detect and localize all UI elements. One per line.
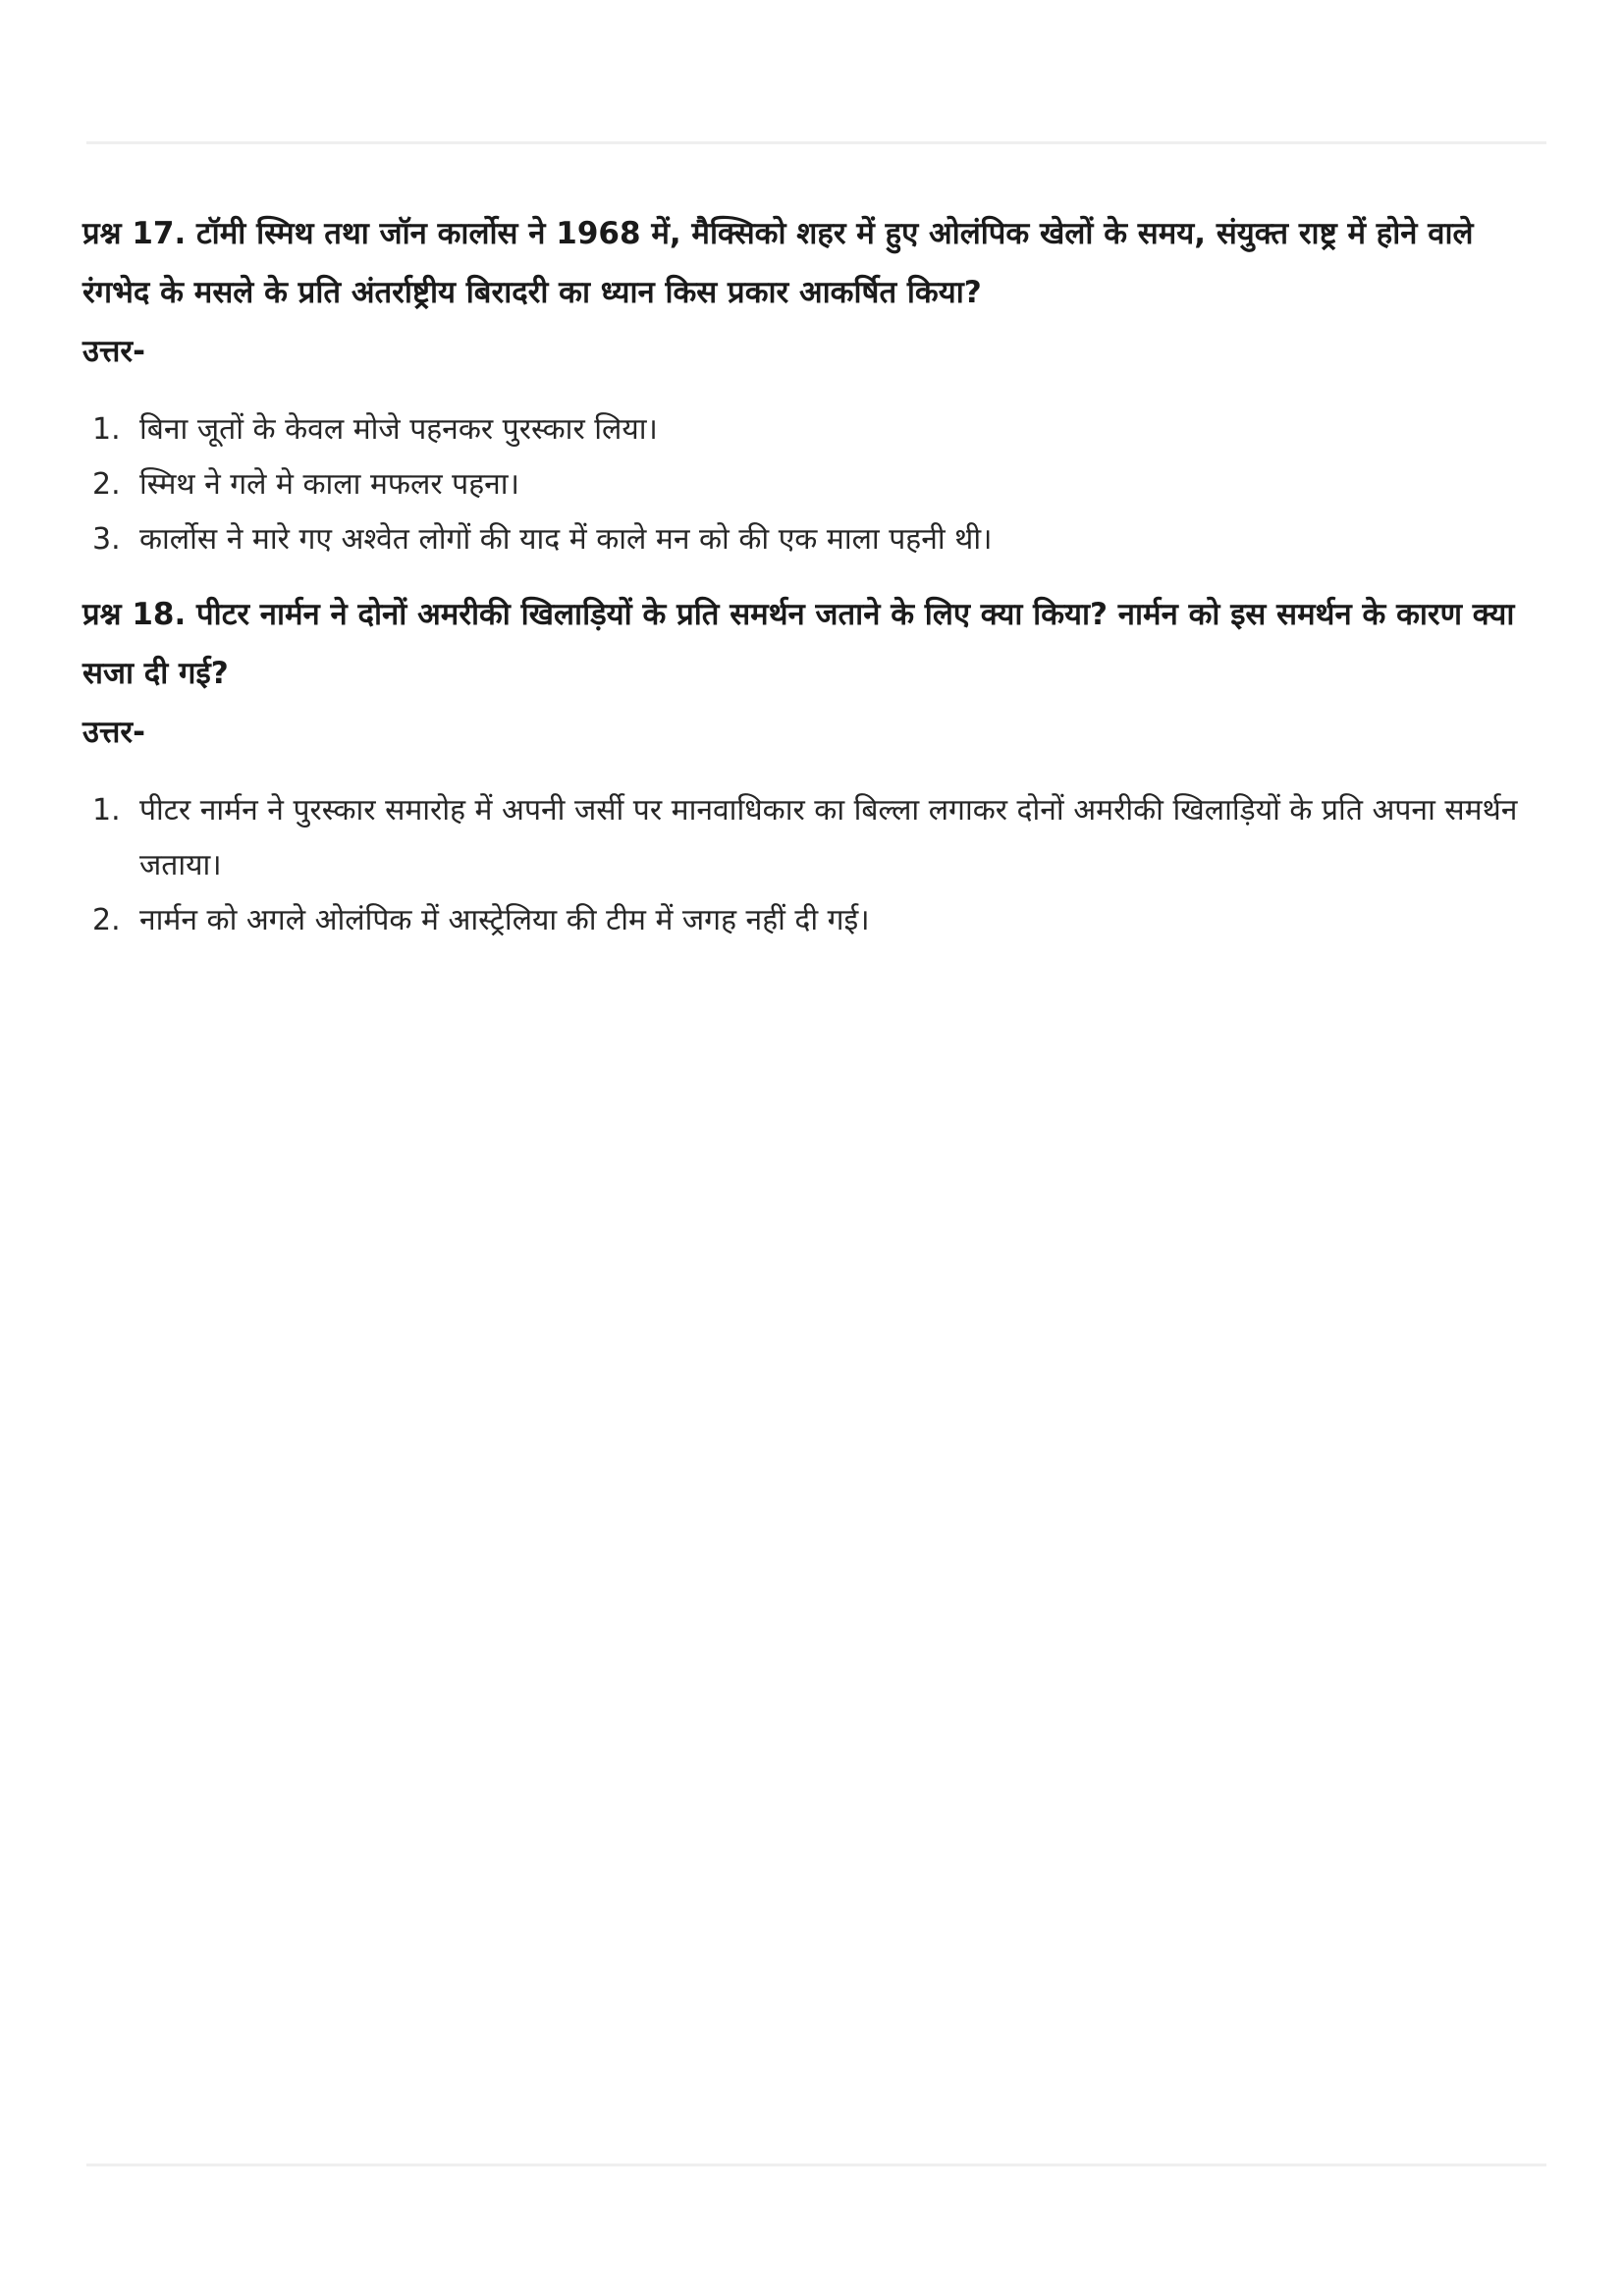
answer-list-17 xyxy=(82,402,1545,567)
list-item-number: 1. xyxy=(92,793,121,828)
question-block-17 xyxy=(82,204,1545,567)
list-item xyxy=(82,512,1545,567)
list-item xyxy=(82,893,1545,948)
list-item xyxy=(82,457,1545,512)
answer-label: उत्तर- xyxy=(82,715,145,750)
list-item-text: बिना जूतों के केवल मोजे पहनकर पुरस्कार लिया। xyxy=(139,412,658,447)
list-item-number: 2. xyxy=(92,467,121,502)
list-item-number: 1. xyxy=(92,412,121,447)
list-item xyxy=(82,783,1545,893)
question-block-18 xyxy=(82,585,1545,948)
top-divider xyxy=(86,141,1546,144)
list-item xyxy=(82,402,1545,457)
answer-label: उत्तर- xyxy=(82,334,145,369)
document-body xyxy=(82,204,1545,948)
answer-list-18 xyxy=(82,783,1545,948)
list-item-text: पीटर नार्मन ने पुरस्कार समारोह में अपनी जर्सी पर मानवाधिकार का बिल्ला लगाकर दोनों अमरीकी खिलाड़ियों के प्रति अपना समर्थन जताया। xyxy=(139,793,1518,882)
bottom-divider xyxy=(86,2163,1546,2166)
list-item-text: स्मिथ ने गले मे काला मफलर पहना। xyxy=(139,467,519,502)
question-17-text: प्रश्न 17. टॉमी स्मिथ तथा जॉन कार्लोस ने 1968 में, मैक्सिको शहर में हुए ओलंपिक खेलों के समय, संयुक्त राष्ट्र में होने वाले रंगभेद के मसले के प्रति अंतर्राष्ट्रीय बिरादरी का ध्यान किस प्रकार आकर्षित किया? xyxy=(82,216,1474,310)
list-item-text: नार्मन को अगले ओलंपिक में आस्ट्रेलिया की टीम में जगह नहीं दी गई। xyxy=(139,903,870,937)
list-item-number: 2. xyxy=(92,903,121,937)
question-18-text: प्रश्न 18. पीटर नार्मन ने दोनों अमरीकी खिलाड़ियों के प्रति समर्थन जताने के लिए क्या किया? नार्मन को इस समर्थन के कारण क्या सजा दी गई? xyxy=(82,597,1515,691)
list-item-text: कार्लोस ने मारे गए अश्वेत लोगों की याद में काले मन को की एक माला पहनी थी। xyxy=(139,522,993,557)
list-item-number: 3. xyxy=(92,522,121,557)
